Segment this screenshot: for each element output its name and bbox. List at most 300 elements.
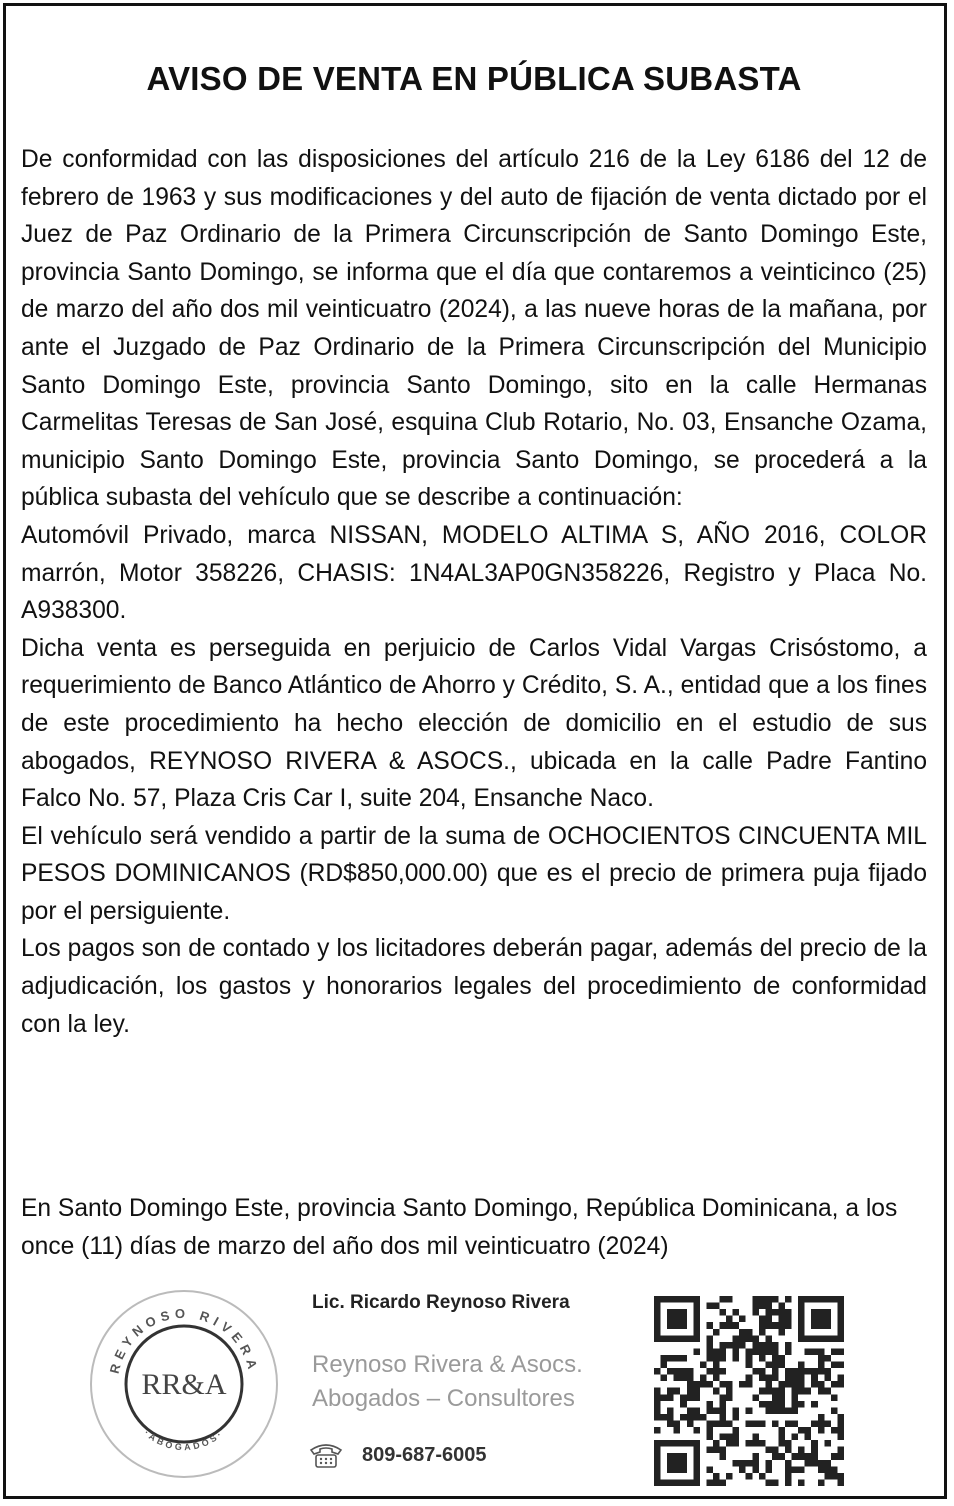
firm-seal-logo <box>88 1288 280 1480</box>
lawyer-name: Lic. Ricardo Reynoso Rivera <box>312 1292 570 1313</box>
qr-module <box>733 1348 740 1355</box>
notice-body <box>21 141 927 1043</box>
qr-module <box>720 1355 727 1362</box>
qr-module <box>778 1329 785 1336</box>
qr-module <box>746 1407 753 1414</box>
qr-module <box>700 1381 707 1388</box>
qr-module <box>765 1466 772 1473</box>
qr-module <box>674 1427 681 1434</box>
qr-module <box>733 1407 740 1414</box>
qr-module <box>706 1447 713 1454</box>
qr-module <box>778 1303 785 1310</box>
svg-text:REYNOSO RIVERA: REYNOSO RIVERA <box>106 1305 262 1376</box>
qr-module <box>772 1342 779 1349</box>
qr-module <box>824 1466 831 1473</box>
qr-module <box>733 1309 740 1316</box>
qr-module <box>792 1420 799 1427</box>
qr-module <box>811 1401 818 1408</box>
qr-module <box>752 1342 759 1349</box>
qr-module <box>752 1303 759 1310</box>
qr-module <box>693 1348 700 1355</box>
qr-module <box>661 1362 668 1369</box>
qr-module <box>785 1309 792 1316</box>
qr-module <box>772 1362 779 1369</box>
qr-module <box>667 1368 674 1375</box>
qr-module <box>818 1368 825 1375</box>
qr-module <box>772 1401 779 1408</box>
qr-module <box>818 1427 825 1434</box>
qr-module <box>811 1348 818 1355</box>
qr-module <box>818 1479 825 1486</box>
qr-module <box>726 1420 733 1427</box>
qr-module <box>654 1388 661 1395</box>
qr-module <box>726 1342 733 1349</box>
qr-module <box>700 1362 707 1369</box>
firm-tagline: Abogados – Consultores <box>312 1385 575 1412</box>
qr-module <box>687 1420 694 1427</box>
qr-module <box>739 1466 746 1473</box>
qr-module <box>772 1479 779 1486</box>
qr-module <box>720 1447 727 1454</box>
qr-module <box>772 1296 779 1303</box>
qr-module <box>811 1447 818 1454</box>
qr-module <box>759 1303 766 1310</box>
qr-module <box>746 1348 753 1355</box>
qr-module <box>805 1453 812 1460</box>
qr-module <box>785 1460 792 1467</box>
qr-module <box>765 1309 772 1316</box>
qr-module <box>824 1375 831 1382</box>
qr-module <box>772 1407 779 1414</box>
qr-module <box>805 1368 812 1375</box>
qr-module <box>818 1466 825 1473</box>
qr-module <box>706 1407 713 1414</box>
qr-module <box>811 1453 818 1460</box>
svg-text:·ABOGADOS·: ·ABOGADOS· <box>142 1427 226 1453</box>
qr-module <box>837 1473 844 1480</box>
qr-module <box>661 1375 668 1382</box>
qr-module <box>765 1348 772 1355</box>
qr-module <box>713 1447 720 1454</box>
qr-module <box>674 1388 681 1395</box>
qr-module <box>772 1375 779 1382</box>
qr-module <box>772 1388 779 1395</box>
qr-module <box>680 1355 687 1362</box>
qr-module <box>785 1420 792 1427</box>
qr-module <box>680 1368 687 1375</box>
qr-module <box>837 1362 844 1369</box>
qr-module <box>792 1434 799 1441</box>
qr-module <box>837 1453 844 1460</box>
qr-module <box>661 1355 668 1362</box>
qr-module <box>720 1342 727 1349</box>
qr-module <box>798 1388 805 1395</box>
qr-module <box>706 1420 713 1427</box>
qr-module <box>720 1420 727 1427</box>
qr-module <box>772 1355 779 1362</box>
qr-module <box>759 1316 766 1323</box>
qr-module <box>837 1427 844 1434</box>
qr-module <box>759 1440 766 1447</box>
qr-module <box>759 1473 766 1480</box>
qr-module <box>759 1388 766 1395</box>
qr-module <box>706 1368 713 1375</box>
qr-module <box>726 1296 733 1303</box>
qr-module <box>759 1342 766 1349</box>
qr-module <box>687 1368 694 1375</box>
qr-module <box>818 1348 825 1355</box>
qr-module <box>720 1309 727 1316</box>
qr-module <box>837 1434 844 1441</box>
qr-module <box>667 1420 674 1427</box>
qr-module <box>765 1388 772 1395</box>
qr-module <box>759 1420 766 1427</box>
qr-module <box>706 1303 713 1310</box>
qr-module <box>720 1453 727 1460</box>
qr-module <box>667 1394 674 1401</box>
qr-module <box>706 1335 713 1342</box>
qr-module <box>674 1375 681 1382</box>
qr-module <box>837 1479 844 1486</box>
qr-module <box>785 1473 792 1480</box>
qr-module <box>831 1453 838 1460</box>
qr-module <box>752 1296 759 1303</box>
qr-module <box>713 1362 720 1369</box>
qr-module <box>720 1479 727 1486</box>
qr-module <box>785 1322 792 1329</box>
qr-module <box>811 1375 818 1382</box>
qr-module <box>837 1348 844 1355</box>
qr-module <box>792 1401 799 1408</box>
qr-module <box>726 1316 733 1323</box>
qr-module <box>739 1342 746 1349</box>
qr-module <box>752 1420 759 1427</box>
qr-module <box>687 1414 694 1421</box>
notice-title: AVISO DE VENTA EN PÚBLICA SUBASTA <box>146 60 802 97</box>
qr-module <box>733 1434 740 1441</box>
qr-module <box>778 1394 785 1401</box>
qr-module <box>765 1303 772 1310</box>
qr-module <box>726 1388 733 1395</box>
qr-module <box>765 1381 772 1388</box>
qr-module <box>746 1460 753 1467</box>
qr-module <box>785 1407 792 1414</box>
qr-module <box>765 1296 772 1303</box>
qr-module <box>726 1322 733 1329</box>
qr-module <box>752 1348 759 1355</box>
qr-module <box>818 1460 825 1467</box>
qr-module <box>778 1427 785 1434</box>
qr-module <box>811 1381 818 1388</box>
qr-module <box>706 1434 713 1441</box>
qr-module <box>785 1479 792 1486</box>
qr-module <box>778 1388 785 1395</box>
qr-module <box>837 1375 844 1382</box>
qr-module <box>798 1401 805 1408</box>
qr-module <box>837 1447 844 1454</box>
qr-module <box>687 1388 694 1395</box>
qr-module <box>752 1368 759 1375</box>
qr-module <box>805 1427 812 1434</box>
qr-module <box>746 1381 753 1388</box>
qr-module <box>831 1348 838 1355</box>
qr-module <box>811 1460 818 1467</box>
qr-module <box>759 1401 766 1408</box>
qr-module <box>667 1414 674 1421</box>
qr-module <box>792 1407 799 1414</box>
qr-module <box>818 1355 825 1362</box>
qr-module <box>792 1375 799 1382</box>
qr-module <box>726 1473 733 1480</box>
qr-module <box>661 1394 668 1401</box>
qr-module <box>837 1414 844 1421</box>
qr-module <box>693 1381 700 1388</box>
qr-module <box>778 1316 785 1323</box>
qr-module <box>798 1362 805 1369</box>
qr-module <box>765 1316 772 1323</box>
qr-module <box>746 1335 753 1342</box>
qr-module <box>765 1342 772 1349</box>
qr-module <box>837 1381 844 1388</box>
qr-module <box>785 1348 792 1355</box>
qr-module <box>785 1342 792 1349</box>
qr-module <box>798 1447 805 1454</box>
qr-module <box>746 1362 753 1369</box>
qr-code-icon <box>654 1296 844 1486</box>
qr-module <box>759 1329 766 1336</box>
phone-row <box>308 1438 487 1472</box>
qr-module <box>706 1342 713 1349</box>
qr-module <box>667 1355 674 1362</box>
qr-module <box>746 1440 753 1447</box>
qr-module <box>720 1414 727 1421</box>
qr-module <box>674 1368 681 1375</box>
qr-module <box>837 1420 844 1427</box>
qr-module <box>818 1388 825 1395</box>
qr-module <box>792 1381 799 1388</box>
qr-module <box>661 1414 668 1421</box>
qr-module <box>752 1434 759 1441</box>
qr-module <box>824 1368 831 1375</box>
qr-module <box>765 1335 772 1342</box>
paragraph-parties: Dicha venta es perseguida en perjuicio de Carlos Vidal Vargas Crisóstomo, a requerimiento de Banco Atlántico de Ahorro y Crédito, S. A., entidad que a los fines de este procedimiento ha hecho elección de domicilio en el estudio de sus abogados, REYNOSO RIVERA & ASOCS., ubicada en la calle Padre Fantino Falco No. 57, Plaza Cris Car I, suite 204, Ensanche Naco. <box>21 634 927 813</box>
qr-module <box>772 1420 779 1427</box>
qr-module <box>752 1394 759 1401</box>
qr-module <box>778 1407 785 1414</box>
qr-module <box>798 1427 805 1434</box>
qr-module <box>680 1394 687 1401</box>
qr-module <box>687 1394 694 1401</box>
qr-module <box>706 1381 713 1388</box>
qr-module <box>759 1375 766 1382</box>
qr-module <box>765 1375 772 1382</box>
qr-module <box>752 1466 759 1473</box>
qr-module <box>687 1407 694 1414</box>
qr-module <box>726 1381 733 1388</box>
firm-name: Reynoso Rivera & Asocs. <box>312 1351 583 1378</box>
qr-module <box>824 1440 831 1447</box>
qr-module <box>798 1479 805 1486</box>
qr-module <box>778 1322 785 1329</box>
qr-module <box>693 1388 700 1395</box>
svg-text:RR&A: RR&A <box>141 1368 227 1401</box>
qr-module <box>785 1375 792 1382</box>
qr-module <box>772 1453 779 1460</box>
qr-module <box>720 1322 727 1329</box>
qr-module <box>831 1466 838 1473</box>
qr-module <box>785 1466 792 1473</box>
qr-module <box>733 1355 740 1362</box>
qr-module <box>654 1368 661 1375</box>
qr-module <box>811 1440 818 1447</box>
qr-module <box>785 1440 792 1447</box>
qr-module <box>733 1427 740 1434</box>
qr-module <box>824 1420 831 1427</box>
qr-module <box>720 1296 727 1303</box>
qr-module <box>713 1303 720 1310</box>
qr-module <box>720 1381 727 1388</box>
qr-module <box>785 1368 792 1375</box>
qr-module <box>778 1362 785 1369</box>
qr-module <box>706 1479 713 1486</box>
qr-module <box>752 1309 759 1316</box>
qr-module <box>792 1394 799 1401</box>
qr-module <box>706 1427 713 1434</box>
qr-module <box>824 1355 831 1362</box>
qr-module <box>700 1414 707 1421</box>
qr-module <box>713 1355 720 1362</box>
qr-module <box>739 1329 746 1336</box>
qr-module <box>759 1348 766 1355</box>
qr-module <box>765 1479 772 1486</box>
qr-module <box>785 1447 792 1454</box>
qr-module <box>720 1394 727 1401</box>
qr-module <box>805 1388 812 1395</box>
qr-module <box>654 1407 661 1414</box>
qr-module <box>746 1473 753 1480</box>
firm-block <box>312 1348 583 1416</box>
qr-module <box>706 1322 713 1329</box>
qr-module <box>811 1368 818 1375</box>
qr-module <box>798 1375 805 1382</box>
qr-module <box>706 1355 713 1362</box>
qr-module <box>726 1394 733 1401</box>
qr-module <box>726 1440 733 1447</box>
qr-module <box>772 1394 779 1401</box>
qr-module <box>752 1460 759 1467</box>
qr-module <box>805 1460 812 1467</box>
qr-module <box>667 1407 674 1414</box>
qr-module <box>733 1342 740 1349</box>
qr-module <box>818 1362 825 1369</box>
qr-module <box>733 1322 740 1329</box>
qr-module <box>739 1460 746 1467</box>
qr-module <box>818 1420 825 1427</box>
paragraph-price: El vehículo será vendido a partir de la suma de OCHOCIENTOS CINCUENTA MIL PESOS DOMINICANOS (RD$850,000.00) que es el precio de primera puja fijado por el persiguiente. <box>21 822 927 925</box>
qr-module <box>752 1453 759 1460</box>
qr-module <box>752 1335 759 1342</box>
paragraph-vehicle: Automóvil Privado, marca NISSAN, MODELO ALTIMA S, AÑO 2016, COLOR marrón, Motor 358226, CHASIS: 1N4AL3AP0GN358226, Registro y Placa No. A938300. <box>21 521 927 625</box>
qr-module <box>746 1375 753 1382</box>
qr-module <box>798 1368 805 1375</box>
qr-module <box>772 1309 779 1316</box>
qr-module <box>792 1466 799 1473</box>
qr-module <box>687 1381 694 1388</box>
qr-module <box>713 1440 720 1447</box>
qr-module <box>739 1316 746 1323</box>
qr-module <box>713 1368 720 1375</box>
qr-module <box>765 1401 772 1408</box>
qr-module <box>733 1460 740 1467</box>
qr-module <box>765 1407 772 1414</box>
qr-module <box>818 1381 825 1388</box>
qr-module <box>772 1368 779 1375</box>
qr-module <box>785 1296 792 1303</box>
qr-module <box>811 1420 818 1427</box>
qr-module <box>674 1420 681 1427</box>
qr-module <box>831 1381 838 1388</box>
qr-module <box>693 1407 700 1414</box>
qr-module <box>713 1329 720 1336</box>
qr-module <box>759 1322 766 1329</box>
qr-module <box>778 1355 785 1362</box>
qr-module <box>720 1401 727 1408</box>
qr-module <box>746 1420 753 1427</box>
qr-module <box>831 1427 838 1434</box>
qr-module <box>824 1460 831 1467</box>
qr-module <box>759 1296 766 1303</box>
qr-module <box>765 1362 772 1369</box>
qr-module <box>772 1447 779 1454</box>
qr-module <box>713 1420 720 1427</box>
qr-module <box>785 1381 792 1388</box>
qr-module <box>713 1407 720 1414</box>
qr-module <box>654 1401 661 1408</box>
qr-module <box>654 1414 661 1421</box>
qr-module <box>792 1453 799 1460</box>
qr-module <box>733 1335 740 1342</box>
qr-module <box>713 1388 720 1395</box>
qr-module <box>831 1473 838 1480</box>
qr-module <box>765 1322 772 1329</box>
qr-module <box>778 1453 785 1460</box>
qr-module <box>798 1453 805 1460</box>
qr-module <box>667 1388 674 1395</box>
qr-module <box>700 1375 707 1382</box>
qr-module <box>772 1348 779 1355</box>
qr-module <box>765 1460 772 1467</box>
qr-module <box>674 1355 681 1362</box>
qr-module <box>654 1427 661 1434</box>
qr-module <box>759 1368 766 1375</box>
qr-module <box>720 1368 727 1375</box>
closing-date-line: En Santo Domingo Este, provincia Santo Domingo, República Dominicana, a los once (11) días de marzo del año dos mil veinticuatro (2024) <box>21 1195 898 1260</box>
qr-module <box>798 1466 805 1473</box>
qr-module <box>706 1348 713 1355</box>
qr-module <box>824 1388 831 1395</box>
qr-module <box>765 1447 772 1454</box>
qr-module <box>706 1466 713 1473</box>
paragraph-legal-basis: De conformidad con las disposiciones del artículo 216 de la Ley 6186 del 12 de febrero de 1963 y sus modificaciones y del auto de fijación de venta dictado por el Juez de Paz Ordinario de la Primera Circunscripción de Santo Domingo Este, provincia Santo Domingo, se informa que el día que contaremos a veinticinco (25) de marzo del año dos mil veinticuatro (2024), a las nueve horas de la mañana, por ante el Juzgado de Paz Ordinario de la Primera Circunscripción del Municipio Santo Domingo Este, provincia Santo Domingo, sito en la calle Hermanas Carmelitas Teresas de San José, esquina Club Rotario, No. 03, Ensanche Ozama, municipio Santo Domingo Este, provincia Santo Domingo, se procederá a la pública subasta del vehículo que se describe a continuación: <box>21 146 927 512</box>
qr-module <box>693 1427 700 1434</box>
qr-module <box>746 1329 753 1336</box>
telephone-icon <box>308 1441 344 1469</box>
qr-module <box>720 1348 727 1355</box>
qr-module <box>759 1355 766 1362</box>
qr-module <box>693 1414 700 1421</box>
qr-module <box>824 1473 831 1480</box>
qr-module <box>680 1375 687 1382</box>
